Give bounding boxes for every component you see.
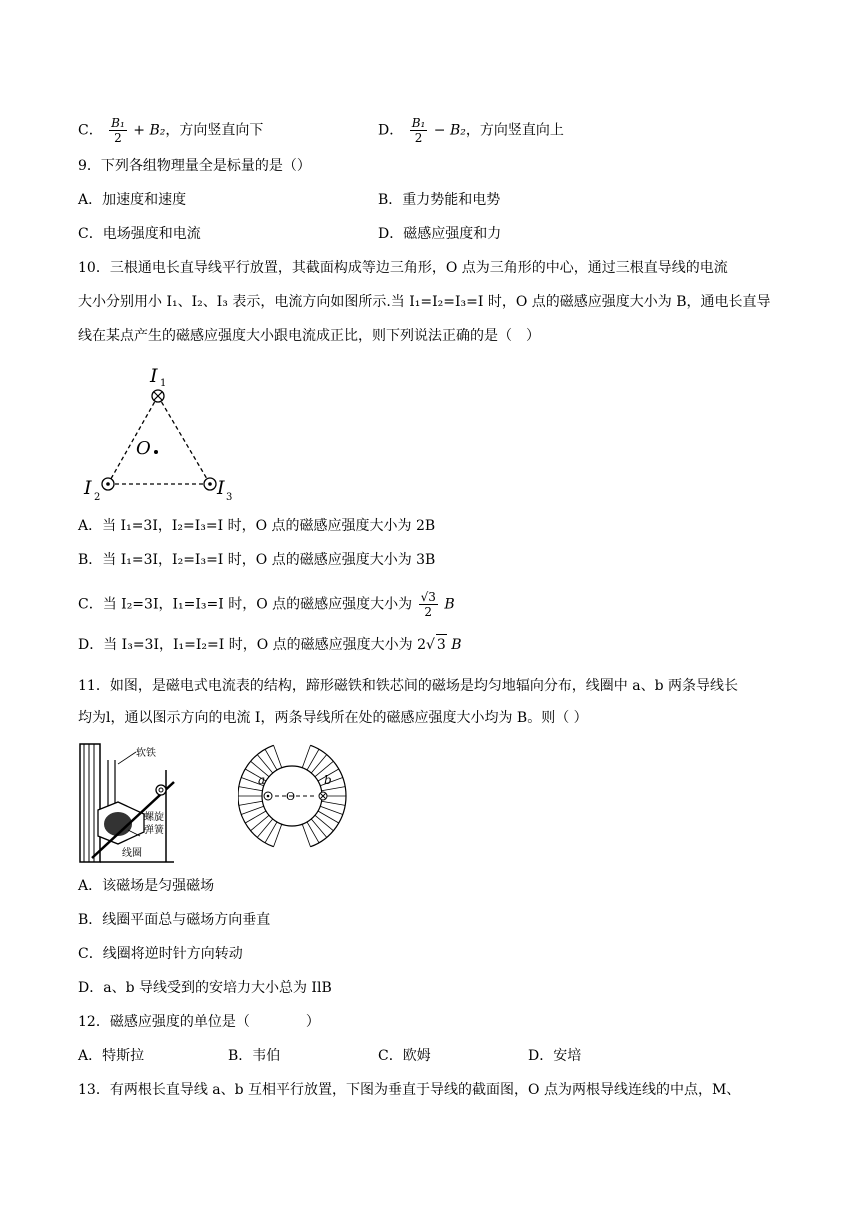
field-line bbox=[241, 806, 264, 814]
label-i1-sub: 1 bbox=[160, 378, 167, 389]
q8-d-fraction bbox=[410, 116, 428, 145]
field-line bbox=[302, 745, 310, 768]
label-i3: I bbox=[217, 477, 225, 499]
current-out-of-page-icon bbox=[204, 478, 216, 490]
q8-option-c bbox=[78, 116, 263, 145]
field-line bbox=[322, 801, 346, 805]
q9-option-a: A．加速度和速度 bbox=[78, 192, 187, 208]
q8-c-text: ，方向竖直向下 bbox=[165, 122, 264, 139]
field-line bbox=[320, 806, 343, 814]
label-soft-iron: 软铁 bbox=[136, 748, 156, 759]
label-b: b bbox=[324, 773, 332, 787]
field-line bbox=[251, 815, 269, 830]
q10-option-c bbox=[78, 590, 455, 619]
label-i3-sub: 3 bbox=[226, 492, 233, 503]
field-line bbox=[311, 755, 326, 773]
label-coil: 线圈 bbox=[122, 848, 142, 859]
q12-option-c: C．欧姆 bbox=[378, 1048, 431, 1064]
field-line bbox=[311, 819, 326, 837]
q12-option-a: A．特斯拉 bbox=[78, 1048, 145, 1064]
label-i1: I bbox=[150, 365, 158, 387]
center-point bbox=[154, 450, 158, 454]
q11-stem-line2: 均为l，通以图示方向的电流 I，两条导线所在处的磁感应强度大小均为 B。则（ ） bbox=[78, 710, 588, 726]
magnet-left-pole bbox=[80, 744, 100, 862]
field-line bbox=[302, 824, 310, 847]
label-spiral: 螺旋 bbox=[144, 812, 164, 823]
q10-option-a: A．当 I₁=3I，I₂=I₃=I 时，O 点的磁感应强度大小为 2B bbox=[78, 518, 436, 534]
q10-c-text: C．当 I₂=3I，I₁=I₃=I 时，O 点的磁感应强度大小为 bbox=[78, 596, 413, 613]
q9-option-b: B．重力势能和电势 bbox=[378, 192, 501, 208]
q8-c-fraction bbox=[109, 116, 127, 145]
core-center-label: O bbox=[286, 790, 296, 803]
q11-radial-field-figure bbox=[238, 740, 348, 862]
field-line bbox=[274, 745, 282, 768]
spiral-spring-icon bbox=[156, 785, 166, 795]
field-line bbox=[239, 801, 263, 805]
q8-c-label: C． bbox=[78, 122, 103, 139]
q10-d-radicand: 3 bbox=[436, 634, 447, 655]
q9-stem: 9．下列各组物理量全是标量的是（） bbox=[78, 158, 311, 174]
field-line bbox=[257, 755, 272, 773]
label-a: a bbox=[258, 773, 266, 787]
q10-option-b: B．当 I₁=3I，I₂=I₃=I 时，O 点的磁感应强度大小为 3B bbox=[78, 552, 436, 568]
q11-stem-line1: 11．如图，是磁电式电流表的结构，蹄形磁铁和铁芯间的磁场是均匀地辐向分布，线圈中 a、b 两条导线长 bbox=[78, 678, 739, 694]
field-line bbox=[274, 824, 282, 847]
q10-c-denominator: 2 bbox=[424, 605, 433, 619]
current-out-of-page-icon bbox=[264, 792, 272, 800]
field-line bbox=[257, 819, 272, 837]
field-line bbox=[322, 787, 346, 791]
q8-d-text: ，方向竖直向上 bbox=[465, 122, 564, 139]
q11-option-c: C．线圈将逆时针方向转动 bbox=[78, 946, 243, 962]
q11-galvanometer-figure bbox=[78, 740, 178, 864]
q11-option-a: A．该磁场是匀强磁场 bbox=[78, 878, 215, 894]
current-into-page-icon bbox=[152, 390, 164, 402]
q8-c-denominator: 2 bbox=[114, 131, 122, 145]
label-i2-sub: 2 bbox=[94, 492, 101, 503]
label-o: O bbox=[136, 438, 151, 459]
field-line bbox=[239, 787, 263, 791]
q12-option-b: B．韦伯 bbox=[228, 1048, 281, 1064]
q11-option-d: D．a、b 导线受到的安培力大小总为 IlB bbox=[78, 980, 332, 996]
q8-d-numerator: B₁ bbox=[411, 116, 426, 130]
q8-d-expression: − B₂ bbox=[433, 122, 466, 139]
q8-c-numerator: B₁ bbox=[111, 116, 125, 130]
q8-option-d bbox=[378, 116, 564, 145]
field-line bbox=[265, 822, 277, 843]
q11-option-b: B．线圈平面总与磁场方向垂直 bbox=[78, 912, 271, 928]
q10-stem-line3: 线在某点产生的磁感应强度大小跟电流成正比，则下列说法正确的是（ ） bbox=[78, 328, 540, 344]
q10-d-text: D．当 I₃=3I，I₁=I₂=I 时，O 点的磁感应强度大小为 2 bbox=[78, 637, 426, 653]
label-i2: I bbox=[84, 477, 92, 499]
field-line bbox=[315, 815, 333, 830]
q10-stem-line2: 大小分别用小 I₁、I₂、I₃ 表示，电流方向如图所示.当 I₁=I₂=I₃=I 时，O 点的磁感应强度大小为 B，通电长直导 bbox=[78, 294, 771, 310]
field-line bbox=[307, 749, 319, 770]
q8-d-label: D． bbox=[378, 122, 404, 139]
field-line bbox=[318, 811, 339, 823]
q8-c-expression: + B₂ bbox=[133, 122, 166, 139]
q9-option-c: C．电场强度和电流 bbox=[78, 226, 201, 242]
q10-c-numerator: √3 bbox=[420, 590, 436, 604]
q10-d-unit: B bbox=[451, 637, 462, 653]
q12-option-d: D．安培 bbox=[528, 1048, 582, 1064]
current-out-of-page-icon bbox=[102, 478, 114, 490]
q8-d-denominator: 2 bbox=[414, 131, 423, 145]
q9-option-d: D．磁感应强度和力 bbox=[378, 226, 502, 242]
q10-c-fraction bbox=[419, 590, 438, 619]
field-line bbox=[245, 811, 266, 823]
q10-triangle-figure bbox=[80, 362, 250, 504]
triangle-side-right bbox=[158, 396, 210, 484]
q10-stem-line1: 10．三根通电长直导线平行放置，其截面构成等边三角形，O 点为三角形的中心，通过三根直导线的电流 bbox=[78, 260, 728, 276]
q13-stem-line1: 13．有两根长直导线 a、b 互相平行放置，下图为垂直于导线的截面图，O 点为两根导线连线的中点，M、 bbox=[78, 1082, 741, 1098]
label-spring: 弹簧 bbox=[144, 825, 164, 836]
q12-stem: 12．磁感应强度的单位是（ ） bbox=[78, 1014, 320, 1030]
q10-option-d: D．当 I₃=3I，I₁=I₂=I 时，O 点的磁感应强度大小为 2√ 3 B bbox=[78, 634, 462, 655]
q10-c-unit: B bbox=[444, 596, 455, 613]
field-line bbox=[307, 822, 319, 843]
current-into-page-icon bbox=[319, 792, 327, 800]
field-line bbox=[265, 749, 277, 770]
